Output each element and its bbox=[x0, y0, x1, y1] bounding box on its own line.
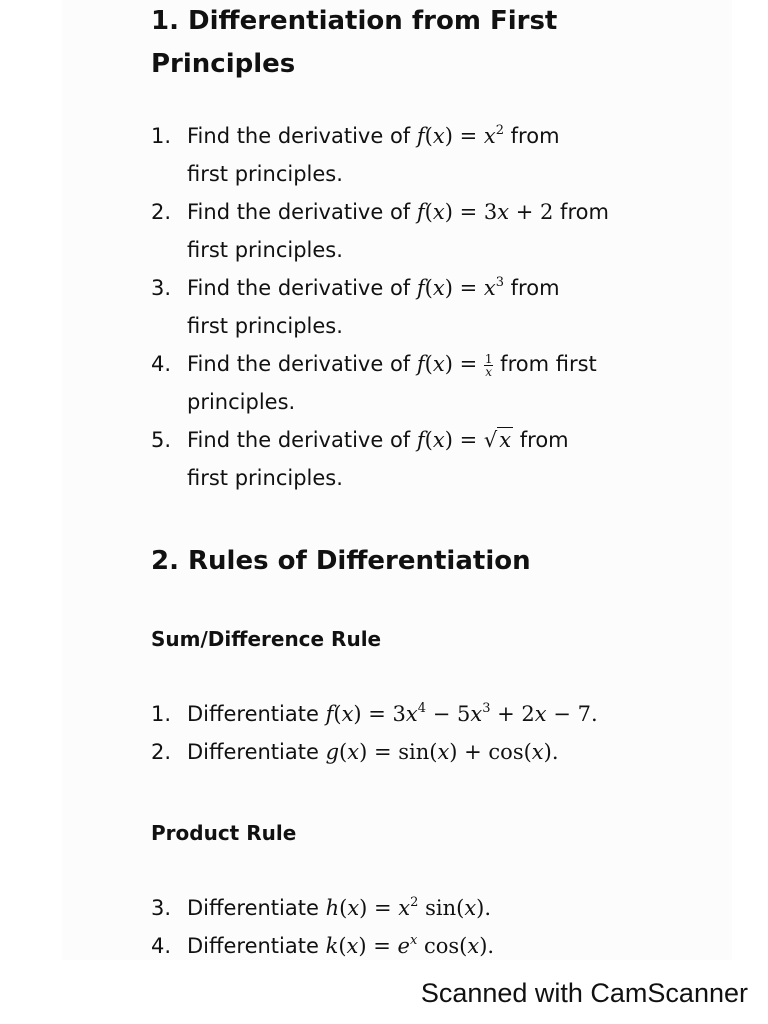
item-number: 1. bbox=[151, 124, 172, 148]
item-text: Differentiate bbox=[187, 896, 319, 920]
item-number: 2. bbox=[151, 200, 172, 224]
item-number: 1. bbox=[151, 702, 172, 726]
section-1-title-line-2: Principles bbox=[151, 49, 296, 79]
list-item bbox=[151, 927, 711, 965]
item-text: Find the derivative of bbox=[187, 276, 411, 300]
section-1-title bbox=[151, 0, 711, 86]
math-expression: g(x) = sin(x) + cos(x) bbox=[325, 740, 552, 764]
item-text: Differentiate bbox=[187, 934, 319, 958]
math-expression: f(x) = 3x + 2 bbox=[416, 200, 554, 224]
math-expression: $f(x) = x^3$ bbox=[416, 275, 504, 300]
item-period: . bbox=[487, 934, 495, 958]
list-item bbox=[151, 345, 711, 421]
camscanner-watermark: Scanned with CamScanner bbox=[420, 978, 748, 1008]
item-number: 3. bbox=[151, 276, 172, 300]
list-item bbox=[151, 421, 711, 497]
item-text-suffix: from bbox=[510, 124, 560, 148]
list-item bbox=[151, 889, 711, 927]
item-text: Find the derivative of bbox=[187, 200, 411, 224]
item-number: 4. bbox=[151, 352, 172, 376]
item-text: Differentiate bbox=[187, 740, 319, 764]
item-text-line-2: first principles. bbox=[187, 466, 343, 490]
item-text-line-2: first principles. bbox=[187, 314, 343, 338]
item-text-suffix: from bbox=[510, 276, 560, 300]
item-text-suffix: from bbox=[519, 428, 569, 452]
section-2-title: 2. Rules of Differentiation bbox=[151, 546, 531, 576]
math-expression: $f(x) = 3x^4 - 5x^3 + 2x - 7$ bbox=[325, 701, 591, 726]
item-text-line-2: first principles. bbox=[187, 162, 343, 186]
product-rule-heading: Product Rule bbox=[151, 821, 297, 845]
list-item bbox=[151, 117, 711, 193]
item-text-line-2: first principles. bbox=[187, 238, 343, 262]
list-item bbox=[151, 695, 711, 733]
item-number: 5. bbox=[151, 428, 172, 452]
section-1-title-line-1: 1. Differentiation from First bbox=[151, 6, 558, 36]
math-expression: f(x) = $\frac{1}{x}$ bbox=[416, 352, 493, 379]
list-item bbox=[151, 733, 711, 771]
math-expression: $k(x) = e^x$ cos(x) bbox=[325, 933, 488, 958]
math-expression: $f(x) = x^2$ bbox=[416, 123, 504, 148]
item-period: . bbox=[484, 896, 492, 920]
math-expression: f(x) = √x bbox=[416, 428, 512, 452]
first-principles-list bbox=[151, 117, 711, 497]
item-number: 4. bbox=[151, 934, 172, 958]
item-period: . bbox=[551, 740, 559, 764]
list-item bbox=[151, 193, 711, 269]
product-rule-list bbox=[151, 889, 711, 965]
sum-rule-heading: Sum/Difference Rule bbox=[151, 627, 382, 651]
item-text: Find the derivative of bbox=[187, 428, 411, 452]
item-text: Differentiate bbox=[187, 702, 319, 726]
item-text-line-2: principles. bbox=[187, 390, 296, 414]
item-text-suffix: from first bbox=[500, 352, 597, 376]
item-text-suffix: from bbox=[560, 200, 609, 224]
item-text: Find the derivative of bbox=[187, 124, 411, 148]
item-text: Find the derivative of bbox=[187, 352, 411, 376]
document-content bbox=[151, 0, 711, 965]
list-item bbox=[151, 269, 711, 345]
item-period: . bbox=[590, 702, 598, 726]
item-number: 2. bbox=[151, 740, 172, 764]
sum-rule-list bbox=[151, 695, 711, 771]
item-number: 3. bbox=[151, 896, 172, 920]
math-expression: $h(x) = x^2$ sin(x) bbox=[325, 895, 485, 920]
